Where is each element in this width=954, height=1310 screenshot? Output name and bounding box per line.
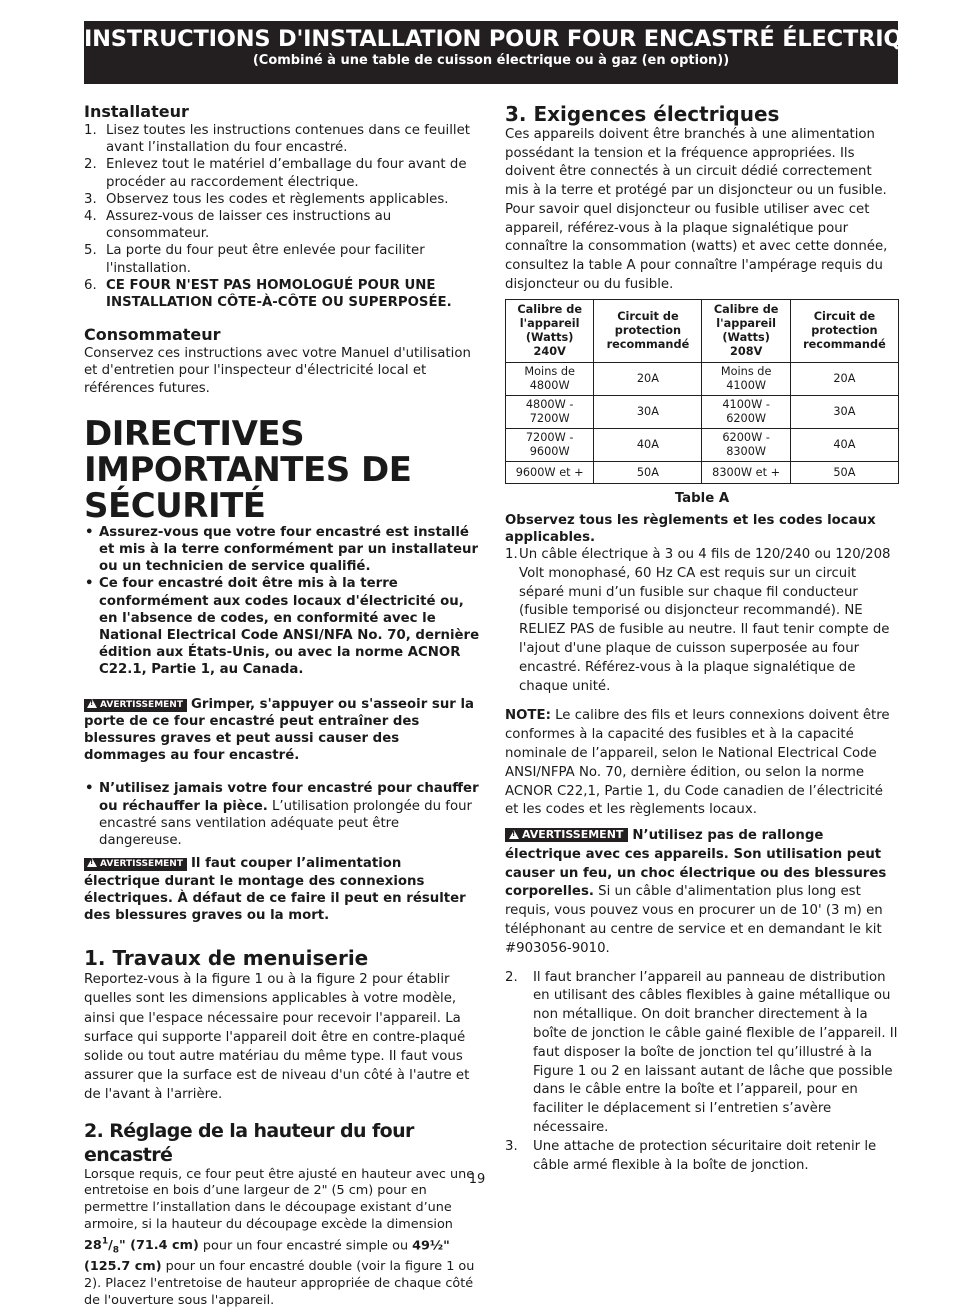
- warning-extension: !AVERTISSEMENT N’utilisez pas de rallonge électrique avec ces appareils. Son utilisation peut causer un feu, un choc électrique ou des blessures corporelles. Si un câble d'alimentation plus long est requis, vous pouvez vous en procurer un de 10' (3 m) en téléphonant au centre de service et en demandant le kit #903056-9010.: [505, 827, 899, 959]
- warning-power: !AVERTISSEMENT Il faut couper l’alimentation électrique durant le montage des connexions électriques. À défaut de ce faire il peut en résulter des blessures graves ou la mort.: [84, 855, 480, 924]
- warning-triangle-icon: [87, 699, 97, 708]
- directives-heading: DIRECTIVES IMPORTANTES DE SÉCURITÉ: [84, 413, 412, 526]
- warning-door: !AVERTISSEMENT Grimper, s'appuyer ou s'asseoir sur la porte de ce four encastré peut entraîner des blessures graves et peut aussi causer des dommages au four encastré.: [84, 696, 480, 765]
- directives-list-2: [84, 780, 480, 849]
- table-cell: 9600W et +: [506, 462, 594, 484]
- list-item: 2. Il faut brancher l’appareil au panneau de distribution en utilisant des câbles flexibles à gaine métallique ou non métallique. On doit brancher directement à la boîte de jonction le câble gainé flexible de l’appareil. Il faut disposer la boîte de jonction tel qu’illustré à la Figure 1 ou 2 en laissant autant de lâche que possible dans le câble entre la boîte et l’appareil, pour en faciliter le déplacement si l’entretien s’avère nécessaire.: [505, 969, 898, 1136]
- list-item: 3. Observez tous les codes et règlements applicables.: [84, 191, 449, 207]
- installateur-heading: Installateur: [84, 102, 189, 121]
- list-item: • Ce four encastré doit être mis à la terre conformément aux codes locaux d'électricité ou, en l'absence de codes, en conformité avec le National Electrical Code ANSI/NFA No. 70, dernière édition aux États-Unis, ou avec la norme ACNOR C22.1, Partie 1, au Canada.: [85, 576, 480, 678]
- table-cell: 4800W - 7200W: [506, 396, 594, 429]
- installateur-list: [84, 122, 480, 311]
- observez-text: Observez tous les règlements et les codes locaux applicables.: [505, 512, 876, 545]
- list-item: 6. CE FOUR N'EST PAS HOMOLOGUÉ POUR UNE INSTALLATION CÔTE-À-CÔTE OU SUPERPOSÉE.: [84, 277, 452, 311]
- table-header: Calibre de l'appareil (Watts) 240V: [506, 300, 594, 363]
- exigences-intro: Ces appareils doivent être branchés à une alimentation possédant la tension et la fréquence appropriées. Ils doivent être connectés à un circuit dédié correctement mis à la terre et protégé par un disjoncteur ou un fusible. Pour savoir quel disjoncteur ou fusible utiliser avec cet appareil, référez-vous à la plaque signalétique pour connaître la consommation (watts) et avec cette donnée, consultez la table A pour connaître l'ampérage requis du disjoncteur ou du fusible.: [505, 127, 888, 292]
- table-cell: 6200W - 8300W: [702, 429, 790, 462]
- travaux-text: Reportez-vous à la figure 1 ou à la figure 2 pour établir quelles sont les dimensions applicables à votre modèle, ainsi que l'espace nécessaire pour recevoir l'appareil. La surface qui supporte l'appareil doit être en contre-plaqué solide ou tout autre matériau du même type. Il faut vous assurer que la surface est de niveau d'un côté à l'autre et de l'avant à l'arrière.: [84, 972, 470, 1103]
- document-subtitle: (Combiné à une table de cuisson électrique ou à gaz (en option)): [252, 53, 730, 68]
- travaux-heading: 1. Travaux de menuiserie: [84, 946, 369, 971]
- list-item: 4. Assurez-vous de laisser ces instructions au consommateur.: [84, 209, 392, 242]
- table-cell: 20A: [790, 363, 898, 396]
- table-header: Circuit de protection recommandé: [594, 300, 702, 363]
- page-number: 19: [468, 1172, 486, 1187]
- left-column: [84, 102, 480, 1310]
- table-header: Calibre de l'appareil (Watts) 208V: [702, 300, 790, 363]
- table-cell: 50A: [594, 462, 702, 484]
- warning-badge: !AVERTISSEMENT: [84, 699, 187, 712]
- warning-badge: !AVERTISSEMENT: [84, 858, 187, 871]
- table-cell: 40A: [594, 429, 702, 462]
- list-item: 2. Enlevez tout le matériel d’emballage du four avant de procéder au raccordement électrique.: [84, 157, 467, 190]
- exigences-heading: 3. Exigences électriques: [505, 102, 780, 126]
- table-row: [506, 396, 899, 429]
- consommateur-text: Conservez ces instructions avec votre Manuel d'utilisation et d'entretien pour l'inspecteur d'électricité local et références futures.: [84, 346, 471, 396]
- list-item: • Assurez-vous que votre four encastré est installé et mis à la terre conformément par un installateur ou un technicien de service qualifié.: [85, 524, 479, 575]
- table-cell: 40A: [790, 429, 898, 462]
- table-row: [506, 462, 899, 484]
- table-header-row: [506, 300, 899, 363]
- reglage-heading: 2. Réglage de la hauteur du four encastré: [84, 1119, 414, 1166]
- list-item: • N’utilisez jamais votre four encastré pour chauffer ou réchauffer la pièce. L’utilisation prolongée du four encastré sans ventilation adéquate peut être dangereuse.: [85, 781, 479, 849]
- table-cell: Moins de 4100W: [702, 363, 790, 396]
- amperage-table: [505, 299, 899, 484]
- warning-badge: !AVERTISSEMENT: [505, 828, 628, 842]
- list-item: 5. La porte du four peut être enlevée pour faciliter l'installation.: [84, 243, 425, 276]
- table-cell: 4100W - 6200W: [702, 396, 790, 429]
- table-cell: Moins de 4800W: [506, 363, 594, 396]
- list-item: 1. Un câble électrique à 3 ou 4 fils de 120/240 ou 120/208 Volt monophasé, 60 Hz CA est requis sur un circuit séparé muni d’un fusible sur chaque fil conducteur (fusible temporisé ou disjoncteur recommandé). NE RELIEZ PAS de fusible au neutre. Il faut tenir compte de l'ajout d'une plaque de cuisson superposée au four encastré. Référez-vous à la plaque signalétique de chaque unité.: [505, 546, 891, 694]
- consommateur-heading: Consommateur: [84, 325, 221, 345]
- table-caption: Table A: [674, 491, 730, 507]
- list-item: 1. Lisez toutes les instructions contenues dans ce feuillet avant l’installation du four encastré.: [84, 123, 470, 156]
- table-cell: 7200W - 9600W: [506, 429, 594, 462]
- table-row: [506, 363, 899, 396]
- table-cell: 50A: [790, 462, 898, 484]
- directives-list: [84, 524, 480, 679]
- header-banner: [84, 21, 936, 84]
- note-text: NOTE: Le calibre des fils et leurs connexions doivent être conformes à la capacité des fusibles et à la capacité nominale de l’appareil, selon le National Electrical Code ANSI/NFPA No. 70, dernière édition, ou selon la norme ACNOR C22,1, Partie 1, du Code canadien de l’électricité et les codes et les règlements locaux.: [505, 708, 890, 818]
- warning-triangle-icon: [509, 830, 519, 839]
- warning-triangle-icon: [87, 858, 97, 867]
- table-header: Circuit de protection recommandé: [790, 300, 898, 363]
- table-cell: 30A: [790, 396, 898, 429]
- document-title: INSTRUCTIONS D'INSTALLATION POUR FOUR ENCASTRÉ ÉLECTRIQUE: [84, 26, 936, 52]
- table-cell: 30A: [594, 396, 702, 429]
- table-cell: 20A: [594, 363, 702, 396]
- reglage-text: Lorsque requis, ce four peut être ajusté en hauteur avec une entretoise en bois d’une largeur de 2" (5 cm) pour en permettre l’installation dans le découpage existant d’une armoire, si la hauteur du découpage excède la dimension $28^1/_8$" (71.4 cm) pour un four encastré simple ou 49½" (125.7 cm) pour un four encastré double (voir la figure 1 ou 2). Placez l'entretoise de hauteur appropriée de chaque côté de l'ouverture sous l'appareil.: [84, 1166, 475, 1308]
- list-item: 3. Une attache de protection sécuritaire doit retenir le câble armé flexible à la boîte de jonction.: [505, 1138, 877, 1173]
- table-row: [506, 429, 899, 462]
- table-cell: 8300W et +: [702, 462, 790, 484]
- right-column: [505, 102, 899, 1175]
